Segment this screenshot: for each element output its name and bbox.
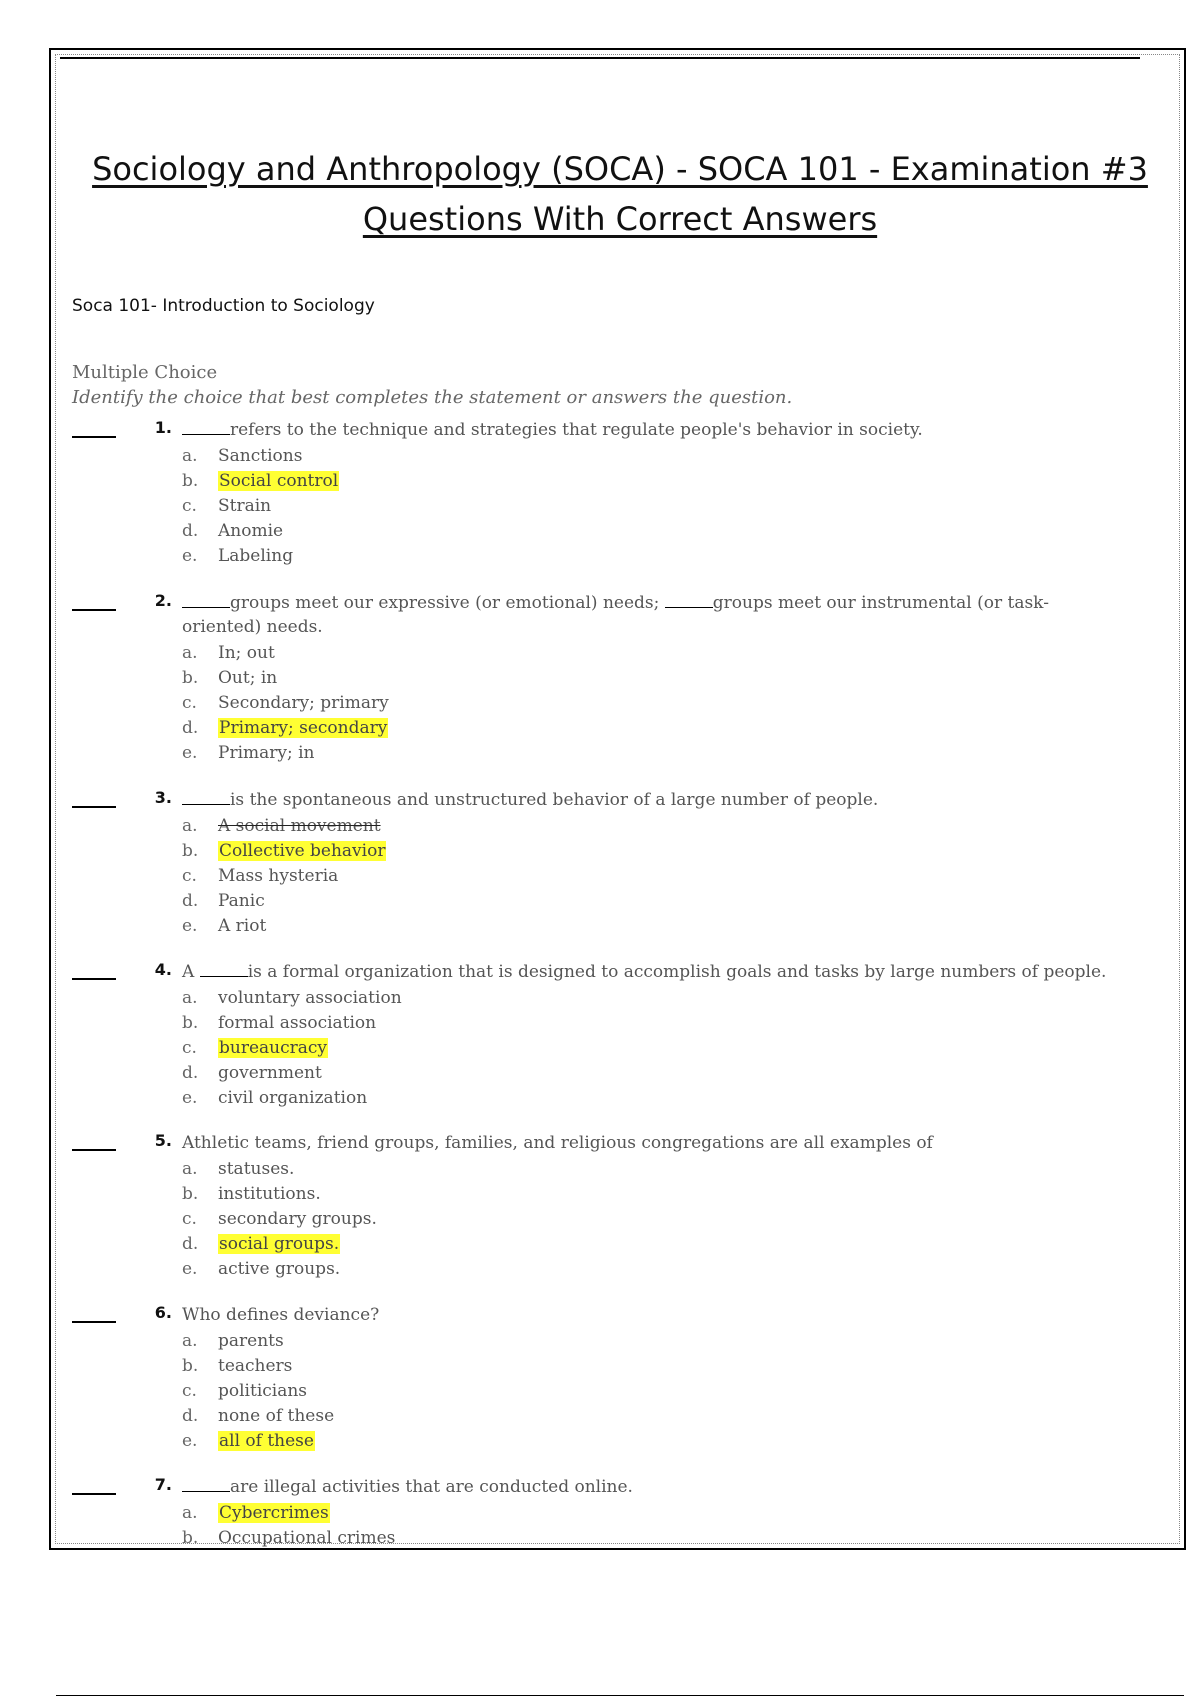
answer-option: [182, 666, 389, 691]
option-text: none of these: [218, 1406, 335, 1426]
course-subtitle: Soca 101- Introduction to Sociology: [72, 296, 375, 316]
option-text: Anomie: [218, 521, 284, 541]
answer-option: [182, 864, 386, 889]
answer-option: [182, 1011, 402, 1036]
correct-answer-text: bureaucracy: [219, 1038, 328, 1058]
correct-answer-text: Cybercrimes: [219, 1503, 329, 1523]
option-text: A riot: [218, 916, 267, 936]
option-letter: d.: [182, 1063, 199, 1083]
option-text: secondary groups.: [218, 1209, 377, 1229]
question-stem: [182, 1303, 1112, 1327]
answer-blank: [72, 1307, 116, 1323]
option-text: Secondary; primary: [218, 693, 389, 713]
answer-option: [182, 1501, 395, 1526]
instructions: Identify the choice that best completes the statement or answers the question.: [72, 387, 793, 408]
option-text: Primary; in: [218, 743, 315, 763]
answer-option: [182, 469, 339, 494]
question-stem: [182, 960, 1112, 984]
option-letter: d.: [182, 521, 199, 541]
answer-blank: [72, 964, 116, 980]
question-stem: [182, 1131, 1112, 1155]
option-text: Mass hysteria: [218, 866, 339, 886]
answer-option: [182, 1207, 377, 1232]
footer-rule: [56, 1695, 1184, 1696]
answer-option: [182, 1157, 377, 1182]
answer-option: [182, 716, 389, 741]
fill-in-blank: [200, 960, 248, 977]
correct-answer-text: social groups.: [219, 1234, 340, 1254]
option-letter: c.: [182, 1209, 197, 1229]
option-text: Out; in: [218, 668, 278, 688]
header-rule: [60, 57, 1140, 59]
answer-blank: [72, 1135, 116, 1151]
option-letter: b.: [182, 1356, 199, 1376]
answer-options: [182, 814, 386, 939]
option-text: civil organization: [218, 1088, 368, 1108]
answer-option: [182, 1086, 402, 1111]
option-letter: e.: [182, 916, 198, 936]
stem-text: A: [182, 962, 200, 982]
option-letter: e.: [182, 1431, 198, 1451]
answer-options: [182, 444, 339, 569]
option-letter: c.: [182, 1381, 197, 1401]
question-number: 7.: [154, 1475, 172, 1494]
option-letter: e.: [182, 546, 198, 566]
answer-options: [182, 1329, 334, 1454]
option-letter: b.: [182, 1528, 199, 1548]
correct-answer-text: Collective behavior: [219, 841, 386, 861]
fill-in-blank: [182, 788, 230, 805]
document-title: [80, 144, 1160, 244]
option-letter: e.: [182, 1088, 198, 1108]
stem-text: Athletic teams, friend groups, families, and religious congregations are all examples of: [182, 1133, 933, 1153]
option-letter: d.: [182, 718, 199, 738]
answer-option: [182, 444, 339, 469]
fill-in-blank: [665, 591, 713, 608]
option-text: institutions.: [218, 1184, 321, 1204]
answer-option: [182, 814, 386, 839]
option-letter: b.: [182, 668, 199, 688]
answer-option: [182, 1379, 334, 1404]
answer-option: [182, 494, 339, 519]
option-letter: b.: [182, 1184, 199, 1204]
stem-text: groups meet our instrumental (or task- oriented) needs.: [182, 593, 1049, 637]
stem-text: Who defines deviance?: [182, 1305, 380, 1325]
option-text: active groups.: [218, 1259, 341, 1279]
option-text: teachers: [218, 1356, 293, 1376]
option-letter: c.: [182, 866, 197, 886]
question-number: 2.: [154, 591, 172, 610]
option-letter: a.: [182, 1331, 198, 1351]
option-letter: a.: [182, 816, 198, 836]
option-letter: b.: [182, 1013, 199, 1033]
option-letter: a.: [182, 643, 198, 663]
stem-text: is the spontaneous and unstructured behavior of a large number of people.: [230, 790, 879, 810]
option-text: statuses.: [218, 1159, 295, 1179]
question-stem: [182, 418, 1112, 442]
option-text: A social movement: [218, 816, 381, 836]
option-letter: e.: [182, 743, 198, 763]
title-line-2: Questions With Correct Answers: [362, 200, 878, 238]
option-letter: c.: [182, 496, 197, 516]
question-number: 6.: [154, 1303, 172, 1322]
correct-answer-text: Social control: [219, 471, 339, 491]
answer-option: [182, 839, 386, 864]
stem-text: groups meet our expressive (or emotional) needs;: [230, 593, 665, 613]
option-letter: a.: [182, 1503, 198, 1523]
stem-text: are illegal activities that are conducted online.: [230, 1477, 633, 1497]
option-letter: d.: [182, 891, 199, 911]
answer-option: [182, 1257, 377, 1282]
question-number: 1.: [154, 418, 172, 437]
option-text: voluntary association: [218, 988, 402, 1008]
answer-options: [182, 641, 389, 766]
stem-text: refers to the technique and strategies that regulate people's behavior in society.: [230, 420, 923, 440]
answer-option: [182, 1232, 377, 1257]
answer-option: [182, 1526, 395, 1551]
answer-blank: [72, 792, 116, 808]
answer-blank: [72, 595, 116, 611]
option-letter: e.: [182, 1259, 198, 1279]
fill-in-blank: [182, 591, 230, 608]
option-text: Occupational crimes: [218, 1528, 396, 1548]
section-title: Multiple Choice: [72, 362, 218, 383]
option-letter: a.: [182, 446, 198, 466]
answer-option: [182, 1182, 377, 1207]
answer-option: [182, 1354, 334, 1379]
question-stem: [182, 1475, 1112, 1499]
answer-option: [182, 1061, 402, 1086]
answer-options: [182, 1157, 377, 1282]
option-letter: a.: [182, 1159, 198, 1179]
question-number: 5.: [154, 1131, 172, 1150]
question-number: 4.: [154, 960, 172, 979]
question-stem: [182, 591, 1112, 639]
fill-in-blank: [182, 418, 230, 435]
answer-blank: [72, 422, 116, 438]
option-text: Sanctions: [218, 446, 303, 466]
option-text: parents: [218, 1331, 284, 1351]
answer-blank: [72, 1479, 116, 1495]
option-letter: a.: [182, 988, 198, 1008]
answer-option: [182, 889, 386, 914]
answer-option: [182, 1404, 334, 1429]
answer-option: [182, 1036, 402, 1061]
fill-in-blank: [182, 1475, 230, 1492]
option-text: politicians: [218, 1381, 308, 1401]
stem-text: is a formal organization that is designed to accomplish goals and tasks by large numbers of people.: [247, 962, 1107, 982]
answer-option: [182, 914, 386, 939]
title-line-1: Sociology and Anthropology (SOCA) - SOCA 101 - Examination #3: [92, 150, 1148, 188]
correct-answer-text: all of these: [219, 1431, 314, 1451]
answer-option: [182, 1429, 334, 1454]
question-number: 3.: [154, 788, 172, 807]
question-stem: [182, 788, 1112, 812]
answer-option: [182, 741, 389, 766]
option-text: Panic: [218, 891, 265, 911]
option-text: In; out: [218, 643, 275, 663]
option-letter: c.: [182, 693, 197, 713]
option-text: Strain: [218, 496, 272, 516]
option-text: Labeling: [218, 546, 294, 566]
option-letter: d.: [182, 1406, 199, 1426]
option-letter: b.: [182, 471, 199, 491]
answer-option: [182, 641, 389, 666]
answer-option: [182, 519, 339, 544]
answer-options: [182, 1501, 395, 1551]
option-letter: d.: [182, 1234, 199, 1254]
option-text: formal association: [218, 1013, 377, 1033]
option-letter: c.: [182, 1038, 197, 1058]
option-letter: b.: [182, 841, 199, 861]
answer-option: [182, 986, 402, 1011]
answer-option: [182, 1329, 334, 1354]
option-text: government: [218, 1063, 322, 1083]
answer-options: [182, 986, 402, 1111]
answer-option: [182, 544, 339, 569]
answer-option: [182, 691, 389, 716]
correct-answer-text: Primary; secondary: [219, 718, 388, 738]
